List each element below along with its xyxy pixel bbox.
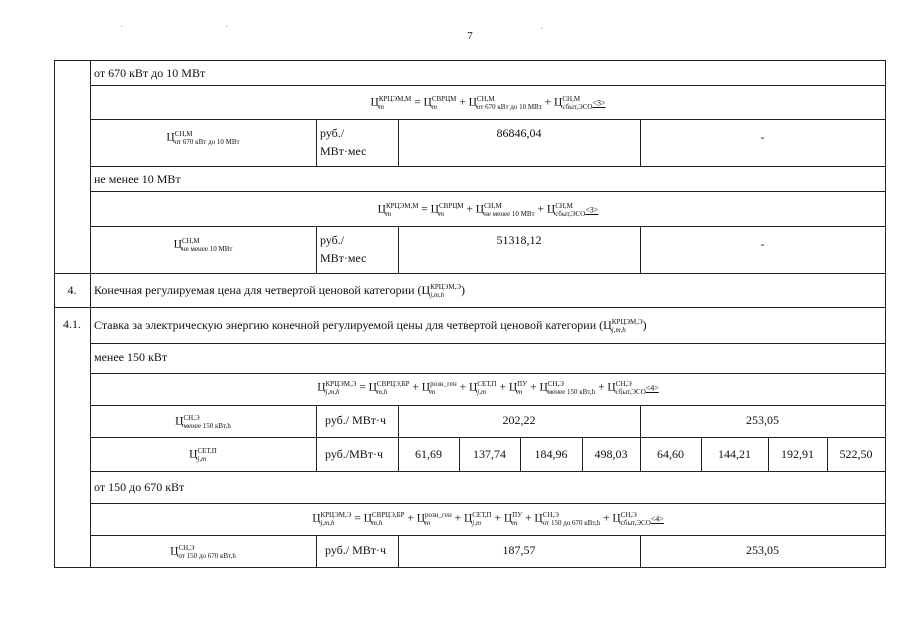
scan-speck: · <box>120 22 124 33</box>
formula-row: Ц КРЦЭМ,М m = Ц СВРЦМ m + Ц СН,М не менее 10 МВт + Ц СН,М сбыт,ЭСО <3> <box>377 202 599 218</box>
value-cell: 51318,12 <box>496 233 542 247</box>
value-cell: 522,50 <box>839 447 873 461</box>
formula-row: Ц КРЦЭМ,Э j,m,h = Ц СВРЦЭ,БР m,h + Ц розн_ген m + Ц СЕТ,П j,m + Ц ПУ m + Ц СН,Э от 150 до 670 кВт,h + Ц СН,Э сбыт,ЭСО <4> <box>312 511 664 527</box>
value-cell: 61,69 <box>415 447 442 461</box>
section-label: от 670 кВт до 10 МВт <box>94 66 206 80</box>
footnote-ref: <4> <box>650 514 664 524</box>
value-cell: 144,21 <box>718 447 751 461</box>
section-heading: Ставка за электрическую энергию конечной регулируемой цены для четвертой ценовой категории (Ц КРЦЭМ,Э j,m,h ) <box>94 318 647 335</box>
value-cell: 253,05 <box>746 543 779 557</box>
formula-row: Ц КРЦЭМ,М m = Ц СВРЦМ m + Ц СН,М от 670 кВт до 10 МВт + Ц СН,М сбыт,ЭСО <3> <box>370 95 606 111</box>
unit-cell: руб./ <box>320 233 345 247</box>
unit-cell: руб./ <box>320 126 345 140</box>
page-number: 7 <box>467 30 473 42</box>
scan-speck: · <box>225 22 229 33</box>
value-cell: - <box>760 130 765 144</box>
footnote-ref: <3> <box>585 205 599 215</box>
symbol-cell: Ц СН,Э от 150 до 670 кВт,h <box>170 544 236 560</box>
formula-row: Ц КРЦЭМ,Э j,m,h = Ц СВРЦЭ,БР m,h + Ц розн_ген m + Ц СЕТ,П j,m + Ц ПУ m + Ц СН,Э менее 150 кВт,h + Ц СН,Э сбыт,ЭСО <4> <box>317 380 659 396</box>
value-cell: 184,96 <box>534 447 568 461</box>
value-cell: 498,03 <box>594 447 628 461</box>
value-cell: 187,57 <box>502 543 536 557</box>
symbol-cell: Ц СН,М не менее 10 МВт <box>173 237 233 253</box>
scan-speck: · <box>540 24 544 35</box>
unit-cell: МВт·мес <box>320 144 367 158</box>
unit-cell: руб./МВт·ч <box>325 447 384 461</box>
section-label: от 150 до 670 кВт <box>94 480 185 494</box>
footnote-ref: <4> <box>645 383 659 393</box>
section-label: менее 150 кВт <box>94 350 168 364</box>
value-cell: 192,91 <box>781 447 814 461</box>
value-cell: - <box>760 237 765 251</box>
tariff-table <box>54 60 886 568</box>
symbol-cell: Ц СЕТ,П j,m <box>189 447 217 463</box>
value-cell: 137,74 <box>473 447 506 461</box>
value-cell: 64,60 <box>657 447 684 461</box>
symbol-cell: Ц СН,Э менее 150 кВт,h <box>175 414 231 430</box>
unit-cell: руб./ МВт·ч <box>325 543 387 557</box>
value-cell: 253,05 <box>746 413 779 427</box>
footnote-ref: <3> <box>592 98 606 108</box>
section-label: не менее 10 МВт <box>94 172 181 186</box>
symbol-cell: Ц СН,М от 670 кВт до 10 МВт <box>166 130 240 146</box>
unit-cell: руб./ МВт·ч <box>325 413 387 427</box>
section-heading: Конечная регулируемая цена для четвертой ценовой категории (Ц КРЦЭМ,Э j,m,h ) <box>94 283 466 300</box>
unit-cell: МВт·мес <box>320 251 367 265</box>
item-number: 4.1. <box>63 317 81 331</box>
value-cell: 86846,04 <box>496 126 542 140</box>
item-number: 4. <box>67 283 77 297</box>
value-cell: 202,22 <box>502 413 536 427</box>
